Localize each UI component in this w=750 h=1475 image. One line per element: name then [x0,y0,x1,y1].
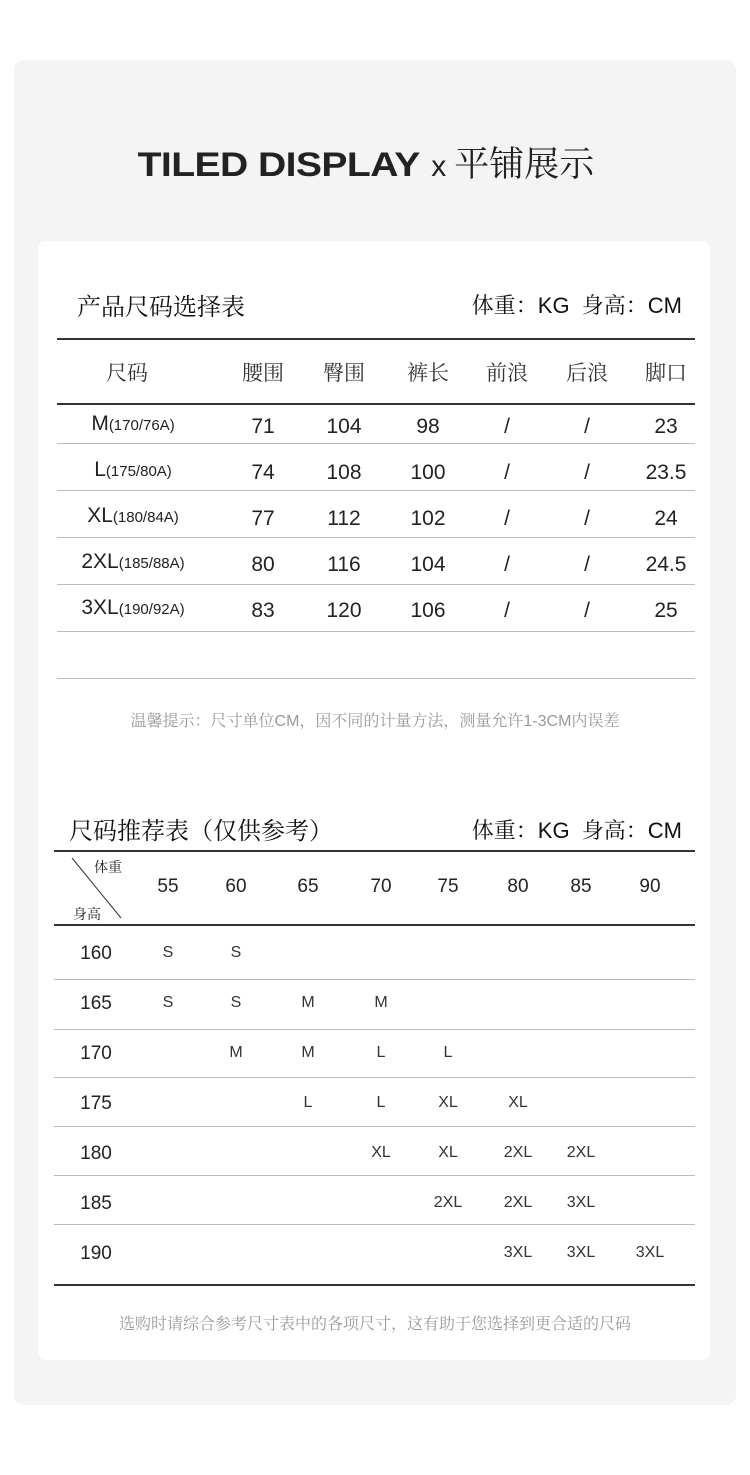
title-chinese: 平铺展示 [454,145,595,184]
recommended-size: 3XL [566,1194,596,1211]
column-header: 臀围 [323,362,365,385]
size-spec: (180/84A) [112,509,179,526]
table-divider [57,678,695,679]
size-label [81,596,184,620]
height-label: 180 [80,1143,112,1164]
table-divider [54,924,695,926]
table-divider [57,631,695,632]
weight-header: 55 [157,876,179,897]
size-name: 2XL [81,550,119,573]
table-cell: 104 [410,553,446,576]
table-divider [57,403,695,405]
table-cell: 98 [416,415,440,438]
table-cell: 83 [251,599,275,622]
table-cell: 112 [327,507,361,530]
table-cell: / [584,461,590,484]
table-divider [57,443,695,444]
height-label: 190 [80,1243,112,1264]
size-table-title: 产品尺码选择表 [77,294,245,321]
recommend-table-title: 尺码推荐表（仅供参考） [69,818,333,845]
table-divider [54,1029,695,1030]
recommended-size: XL [371,1144,391,1161]
table-cell: 23 [654,415,678,438]
weight-header: 75 [437,876,459,897]
corner-weight-label: 体重 [94,859,122,875]
table-divider [54,1224,695,1225]
column-header: 前浪 [486,362,528,385]
table-divider [57,490,695,491]
column-header: 后浪 [566,362,608,385]
size-label [87,504,179,528]
corner-height-label: 身高 [73,906,101,922]
table-cell: / [584,507,590,530]
recommended-size: M [229,1044,243,1061]
table-divider [57,537,695,538]
height-label: 185 [80,1193,112,1214]
column-header: 尺码 [106,362,148,385]
table-divider [54,1126,695,1127]
table-cell: 24 [654,507,678,530]
size-spec: (175/80A) [105,463,172,480]
table-cell: / [584,599,590,622]
table-cell: 102 [410,507,446,530]
recommended-size: S [230,994,242,1011]
size-card [38,241,710,1360]
table-cell: 71 [251,415,275,438]
table-cell: / [504,599,510,622]
height-label: 165 [80,993,112,1014]
weight-header: 60 [225,876,247,897]
recommended-size: L [443,1044,453,1061]
table-divider [54,1175,695,1176]
weight-header: 65 [297,876,319,897]
recommended-size: 2XL [433,1194,463,1211]
table-cell: 80 [251,553,275,576]
recommended-size: 2XL [503,1144,533,1161]
height-label: 160 [80,943,112,964]
recommended-size: 2XL [503,1194,533,1211]
table-cell: 116 [327,553,361,576]
recommended-size: S [230,944,242,961]
size-name: 3XL [81,596,119,619]
table-cell: 24.5 [645,553,687,576]
size-label [81,550,184,574]
recommended-size: M [301,994,315,1011]
table-cell: 74 [251,461,275,484]
title-english: TILED DISPLAY [137,146,420,184]
height-label: 170 [80,1043,112,1064]
recommended-size: L [376,1044,386,1061]
size-spec: (190/92A) [118,601,185,618]
table-cell: / [504,553,510,576]
recommended-size: XL [438,1094,458,1111]
size-name: M [91,412,109,435]
recommended-size: M [374,994,388,1011]
size-spec: (185/88A) [118,555,185,572]
height-label: 175 [80,1093,112,1114]
recommended-size: 3XL [566,1244,596,1261]
table-cell: 77 [251,507,275,530]
column-header: 脚口 [645,362,687,385]
size-table-note: 温馨提示：尺寸单位CM，因不同的计量方法，测量允许1-3CM内误差 [130,713,620,730]
column-header: 腰围 [242,362,284,385]
table-divider [57,338,695,340]
recommended-size: 3XL [503,1244,533,1261]
column-header: 裤长 [407,362,449,385]
table-divider [54,1284,695,1286]
table-cell: 23.5 [645,461,687,484]
weight-header: 80 [507,876,529,897]
table-cell: 104 [326,415,362,438]
size-label [94,458,172,482]
recommended-size: 3XL [635,1244,665,1261]
table-cell: / [504,461,510,484]
page-title [0,142,750,189]
size-table-unit: 体重：KG 身高：CM [471,293,682,318]
size-name: L [94,458,106,481]
table-cell: 100 [410,461,446,484]
title-separator: x [431,150,447,183]
size-spec: (170/76A) [108,417,175,434]
recommend-table-note: 选购时请综合参考尺寸表中的各项尺寸，这有助于您选择到更合适的尺码 [118,1316,631,1333]
table-cell: / [504,507,510,530]
recommended-size: L [303,1094,313,1111]
size-label [91,412,174,436]
recommended-size: M [301,1044,315,1061]
size-name: XL [87,504,113,527]
recommended-size: L [376,1094,386,1111]
table-divider [54,979,695,980]
table-cell: 120 [326,599,362,622]
recommended-size: XL [438,1144,458,1161]
recommended-size: S [162,994,174,1011]
table-cell: / [584,553,590,576]
recommended-size: XL [508,1094,528,1111]
weight-header: 70 [370,876,392,897]
table-cell: 108 [326,461,362,484]
weight-header: 85 [570,876,592,897]
weight-header: 90 [639,876,661,897]
table-divider [57,584,695,585]
recommended-size: S [162,944,174,961]
table-divider [54,1077,695,1078]
table-divider [54,850,695,852]
table-cell: 25 [654,599,678,622]
table-cell: / [504,415,510,438]
table-cell: / [584,415,590,438]
recommend-table-unit: 体重：KG 身高：CM [471,818,682,843]
recommended-size: 2XL [566,1144,596,1161]
table-cell: 106 [410,599,446,622]
